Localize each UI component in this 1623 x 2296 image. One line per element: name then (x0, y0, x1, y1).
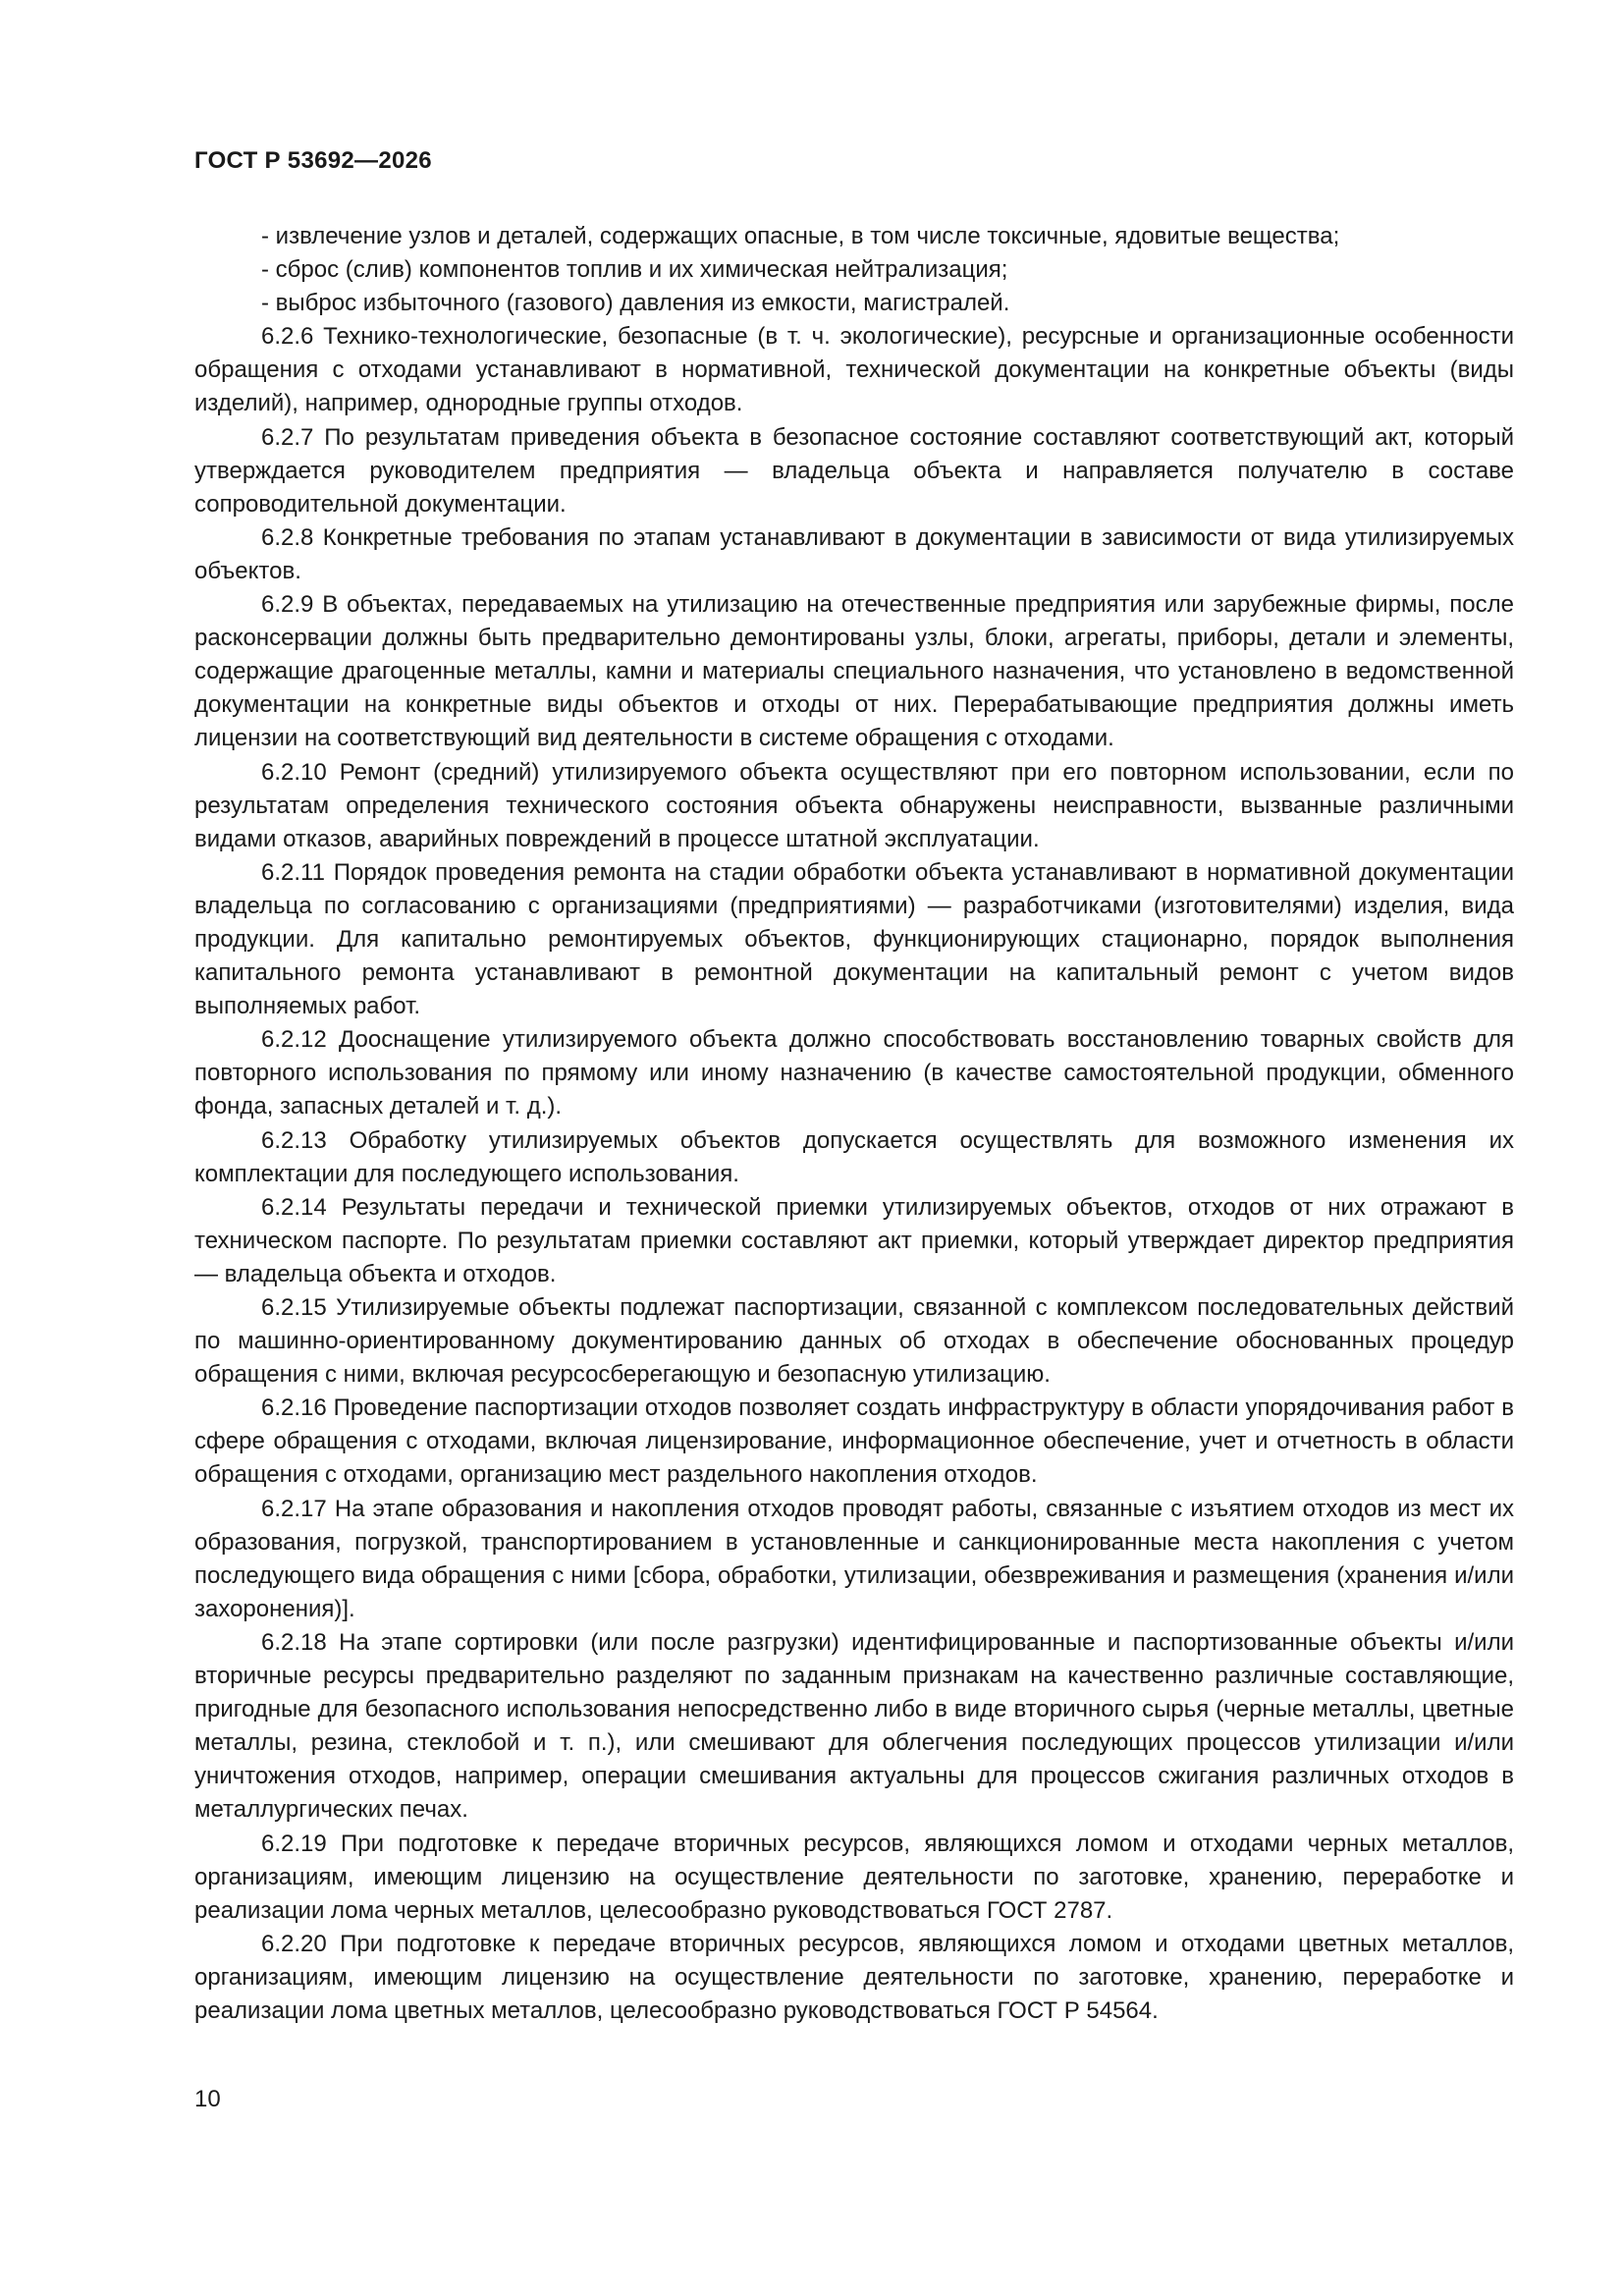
clause-6-2-11: 6.2.11 Порядок проведения ремонта на стадии обработки объекта устанавливают в нормативной документации владельца по согласованию с организациями (предприятиями) — разработчиками (изготовителями) изделия, вида продукции. Для капитально ремонтируемых объектов, функционирующих стационарно, порядок выполнения капитального ремонта устанавливают в ремонтной документации на капитальный ремонт с учетом видов выполняемых работ. (194, 858, 1514, 1020)
clause-6-2-12: 6.2.12 Дооснащение утилизируемого объекта должно способствовать восстановлению товарных свойств для повторного использования по прямому или иному назначению (в качестве самостоятельной продукции, обменного фонда, запасных деталей и т. д.). (194, 1026, 1514, 1121)
clause-6-2-9: 6.2.9 В объектах, передаваемых на утилизацию на отечественные предприятия или зарубежные фирмы, после расконсервации должны быть предварительно демонтированы узлы, блоки, агрегаты, приборы, детали и элементы, содержащие драгоценные металлы, камни и материалы специального назначения, что установлено в ведомственной документации на конкретные виды объектов и отходы от них. Перерабатывающие предприятия должны иметь лицензии на соответствующий вид деятельности в системе обращения с отходами. (194, 591, 1514, 752)
document-body (194, 220, 1514, 2028)
page-number: 10 (194, 2086, 221, 2112)
clause-6-2-15: 6.2.15 Утилизируемые объекты подлежат паспортизации, связанной с комплексом последовательных действий по машинно-ориентированному документированию данных об отходах в обеспечение обоснованных процедур обращения с ними, включая ресурсосберегающую и безопасную утилизацию. (194, 1294, 1514, 1389)
list-item-pressure-release: - выброс избыточного (газового) давления из емкости, магистралей. (261, 290, 1010, 317)
clause-6-2-13: 6.2.13 Обработку утилизируемых объектов допускается осуществлять для возможного изменения их комплектации для последующего использования. (194, 1126, 1514, 1187)
document-header: ГОСТ Р 53692—2026 (194, 147, 432, 174)
clause-6-2-14: 6.2.14 Результаты передачи и технической приемки утилизируемых объектов, отходов от них отражают в техническом паспорте. По результатам приемки составляют акт приемки, который утверждает директор предприятия — владельца объекта и отходов. (194, 1193, 1514, 1287)
list-item-hazardous-parts: - извлечение узлов и деталей, содержащих опасные, в том числе токсичные, ядовитые вещества; (261, 223, 1340, 249)
clause-6-2-8: 6.2.8 Конкретные требования по этапам устанавливают в документации в зависимости от вида утилизируемых объектов. (194, 523, 1514, 584)
clause-6-2-7: 6.2.7 По результатам приведения объекта в безопасное состояние составляют соответствующий акт, который утверждается руководителем предприятия — владельца объекта и направляется получателю в составе сопроводительной документации. (194, 423, 1514, 518)
list-item-fuel-drain: - сброс (слив) компонентов топлив и их химическая нейтрализация; (261, 256, 1008, 284)
clause-6-2-17: 6.2.17 На этапе образования и накопления отходов проводят работы, связанные с изъятием отходов из мест их образования, погрузкой, транспортированием в установленные и санкционированные места накопления с учетом последующего вида обращения с ними [сбора, обработки, утилизации, обезвреживания и размещения (хранения и/или захоронения)]. (194, 1495, 1514, 1622)
clause-6-2-10: 6.2.10 Ремонт (средний) утилизируемого объекта осуществляют при его повторном использовании, если по результатам определения технического состояния объекта обнаружены неисправности, вызванные различными видами отказов, аварийных повреждений в процессе штатной эксплуатации. (194, 758, 1514, 852)
clause-6-2-16: 6.2.16 Проведение паспортизации отходов позволяет создать инфраструктуру в области упорядочивания работ в сфере обращения с отходами, включая лицензирование, информационное обеспечение, учет и отчетность в области обращения с отходами, организацию мест раздельного накопления отходов. (194, 1394, 1514, 1489)
clause-6-2-19: 6.2.19 При подготовке к передаче вторичных ресурсов, являющихся ломом и отходами черных металлов, организациям, имеющим лицензию на осуществление деятельности по заготовке, хранению, переработке и реализации лома черных металлов, целесообразно руководствоваться ГОСТ 2787. (194, 1830, 1514, 1924)
clause-6-2-20: 6.2.20 При подготовке к передаче вторичных ресурсов, являющихся ломом и отходами цветных металлов, организациям, имеющим лицензию на осуществление деятельности по заготовке, хранению, переработке и реализации лома цветных металлов, целесообразно руководствоваться ГОСТ Р 54564. (194, 1930, 1514, 2024)
clause-6-2-18: 6.2.18 На этапе сортировки (или после разгрузки) идентифицированные и паспортизованные объекты и/или вторичные ресурсы предварительно разделяют по заданным признакам на качественно различные составляющие, пригодные для безопасного использования непосредственно либо в виде вторичного сырья (черные металлы, цветные металлы, резина, стеклобой и т. п.), или смешивают для облегчения последующих процессов утилизации и/или уничтожения отходов, например, операции смешивания актуальны для процессов сжигания различных отходов в металлургических печах. (194, 1628, 1514, 1824)
clause-6-2-6: 6.2.6 Технико-технологические, безопасные (в т. ч. экологические), ресурсные и организационные особенности обращения с отходами устанавливают в нормативной, технической документации на конкретные объекты (виды изделий), например, однородные группы отходов. (194, 323, 1514, 417)
